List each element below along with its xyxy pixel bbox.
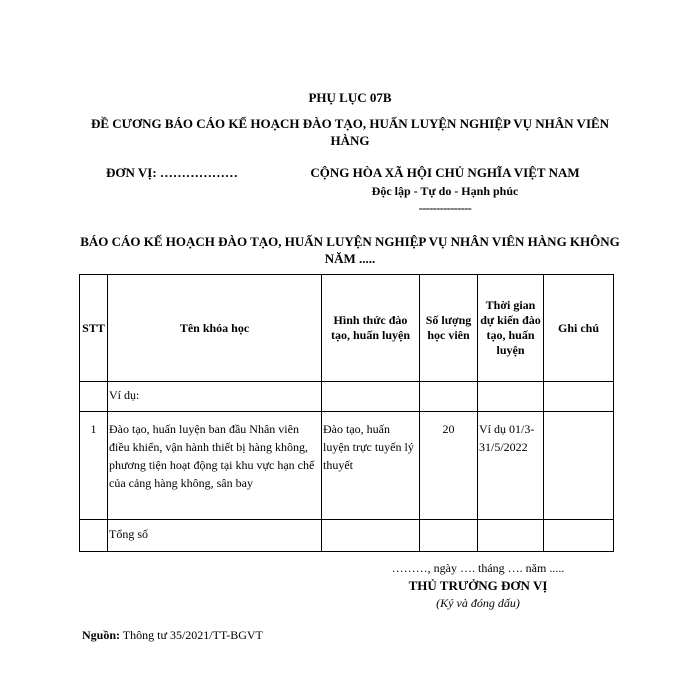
total-label: Tổng số — [108, 520, 322, 552]
row-course: Đào tạo, huấn luyện ban đầu Nhân viên điều khiển, vận hành thiết bị hàng không, phương tiện hoạt động tại khu vực hạn chế của cảng hàng không, sân bay — [108, 412, 322, 520]
outline-title: ĐỀ CƯƠNG BÁO CÁO KẾ HOẠCH ĐÀO TẠO, HUẤN LUYỆN NGHIỆP VỤ NHÂN VIÊN HÀNG — [90, 116, 610, 148]
header-form: Hình thức đào tạo, huấn luyện — [322, 275, 420, 382]
report-title: BÁO CÁO KẾ HOẠCH ĐÀO TẠO, HUẤN LUYỆN NGHIỆP VỤ NHÂN VIÊN HÀNG KHÔNG NĂM ..... — [80, 234, 620, 266]
example-label: Ví dụ: — [108, 382, 322, 412]
row-note — [544, 412, 614, 520]
header-course: Tên khóa học — [108, 275, 322, 382]
row-time: Ví dụ 01/3-31/5/2022 — [478, 412, 544, 520]
table-row — [80, 520, 614, 552]
plan-table — [79, 274, 614, 552]
table-row — [80, 382, 614, 412]
header-count: Số lượng học viên — [420, 275, 478, 382]
source-text: Thông tư 35/2021/TT-BGVT — [120, 628, 263, 642]
appendix-title: PHỤ LỤC 07B — [308, 90, 392, 105]
source-label: Nguồn: — [82, 628, 121, 642]
header-time: Thời gian dự kiến đào tạo, huấn luyện — [478, 275, 544, 382]
table-header-row — [80, 275, 614, 382]
header-stt: STT — [80, 275, 108, 382]
sign-note: (Ký và đóng dấu) — [436, 596, 520, 610]
motto: Độc lập - Tự do - Hạnh phúc — [371, 184, 519, 198]
nation-title: CỘNG HÒA XÃ HỘI CHỦ NGHĨA VIỆT NAM — [310, 165, 580, 180]
head-of-unit: THỦ TRƯỞNG ĐƠN VỊ — [408, 578, 548, 593]
date-line: ………, ngày …. tháng …. năm ..... — [391, 561, 565, 575]
motto-rule: --------------- — [418, 201, 472, 215]
row-count: 20 — [420, 412, 478, 520]
table-row — [80, 412, 614, 520]
row-form: Đào tạo, huấn luyện trực tuyến lý thuyết — [322, 412, 420, 520]
source-line — [82, 628, 263, 643]
header-note: Ghi chú — [544, 275, 614, 382]
unit-label: ĐƠN VỊ: ……………… — [106, 165, 238, 180]
row-stt: 1 — [80, 412, 108, 520]
